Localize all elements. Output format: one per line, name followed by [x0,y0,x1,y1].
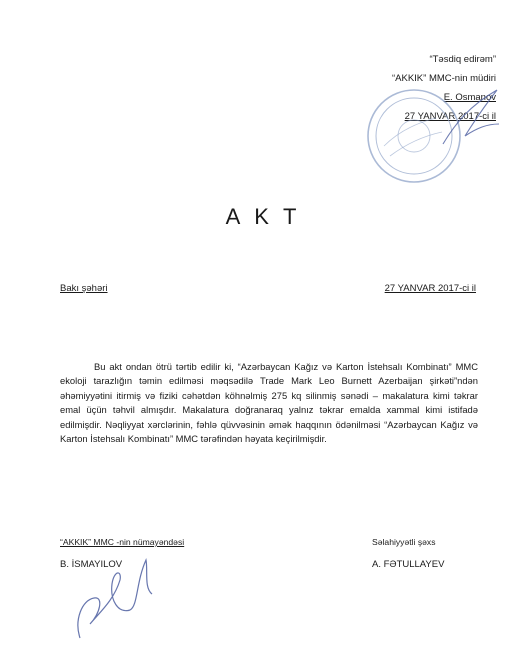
document-title: AKT [225,204,311,229]
official-name: A. FƏTULLAYEV [372,559,445,570]
representative-label: “AKKIK” MMC -nin nümayəndəsi [60,537,185,547]
document-date: 27 YANVAR 2017-ci il [384,283,476,294]
approval-date: 27 YANVAR 2017-ci il [404,111,496,122]
director-signature [435,84,505,154]
document-place: Bakı şəhəri [60,283,108,294]
approval-director-name: E. Osmanov [443,92,496,103]
representative-signature [60,540,170,650]
official-label: Səlahiyyətli şəxs [372,537,436,547]
approval-company: “AKKIK” MMC-nin müdiri [392,73,496,84]
representative-name: B. İSMAYILOV [60,559,123,570]
approval-heading: “Təsdiq edirəm” [429,54,496,65]
act-body-paragraph: Bu akt ondan ötrü tərtib edilir ki, “Azərbaycan Kağız və Karton İstehsalı Kombinatı” MMC ekoloji tarazlığın təmin edilməsi məqsədilə Trade Mark Leo Burnett Azerbaijan şirkəti”ndən əhəmiyyətini itirmiş və fiziki cəhətdən köhnəlmiş 275 kq silinmiş sənədi – makalatura kimi təkrar emal üçün təhvil almışdır. Makalatura doğranaraq yalnız təkrar emalda xammal kimi istifadə edilmişdir. Nəqliyyat xərclərinin, fəhlə qüvvəsinin əmək haqqının ödənilməsi “Azərbaycan Kağız və Karton İstehsalı Kombinatı” MMC tərəfindən həyata keçirilmişdir. [60,361,478,445]
